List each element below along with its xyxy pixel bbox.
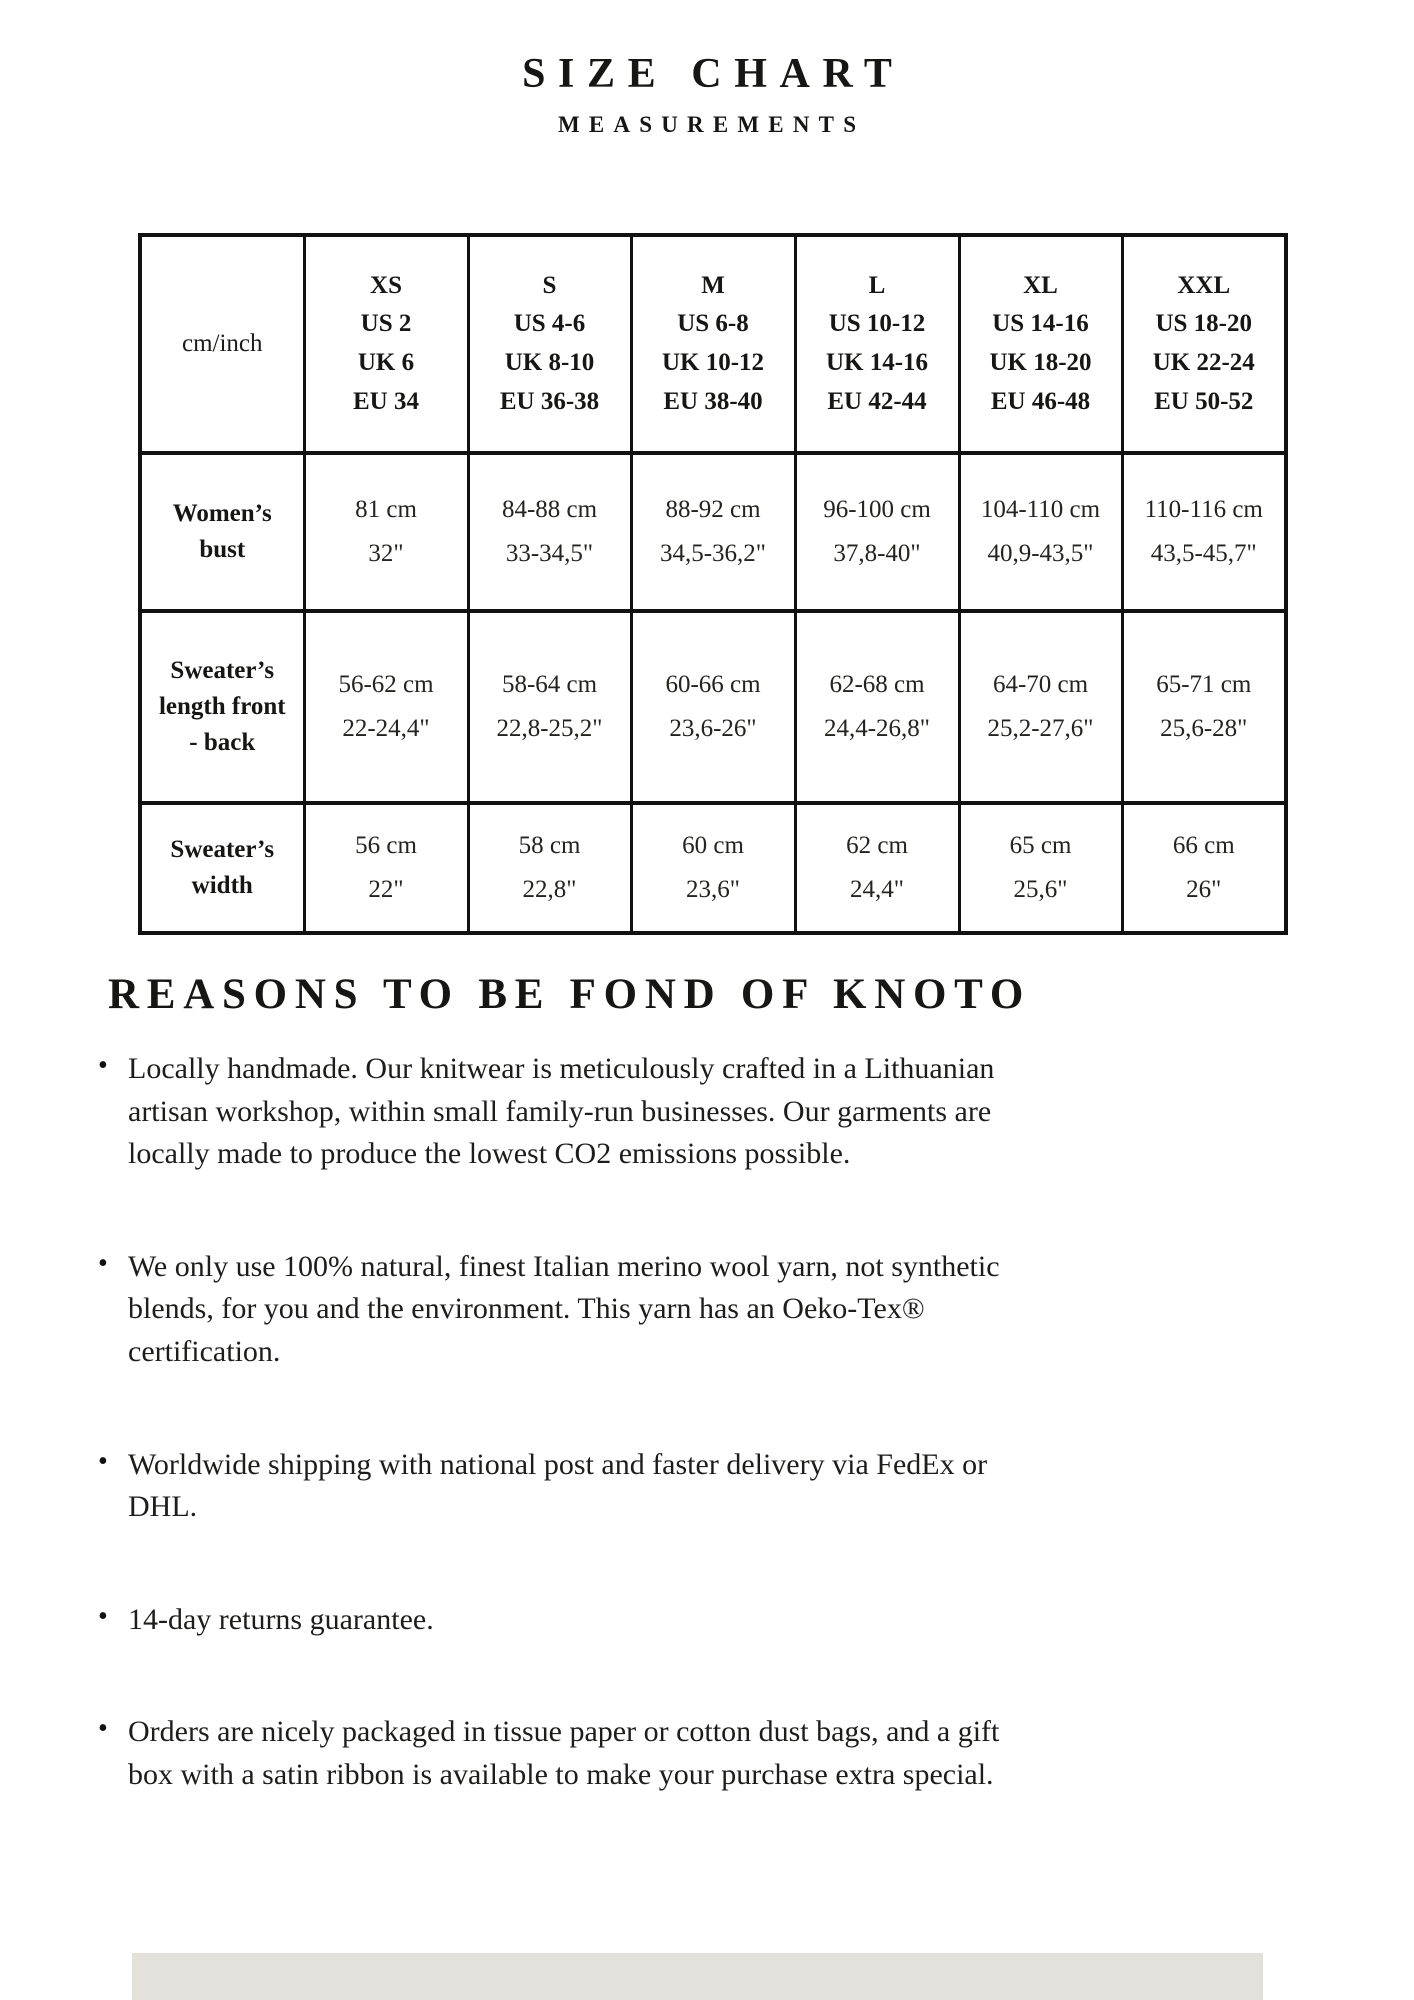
size-uk: UK 22-24 — [1152, 349, 1255, 376]
size-eu: EU 50-52 — [1154, 387, 1254, 415]
size-value-cell — [959, 611, 1122, 803]
value-cm: 58-64 cm — [501, 671, 598, 699]
size-value-cell — [1122, 803, 1286, 933]
size-us: US 4-6 — [513, 310, 586, 338]
bullet-icon: • — [98, 1050, 108, 1081]
size-value-cell — [304, 611, 468, 803]
size-name: XL — [1023, 271, 1058, 299]
reason-item — [96, 1444, 1020, 1529]
size-uk: UK 14-16 — [825, 349, 929, 376]
size-column-header-xxl — [1122, 235, 1286, 453]
bullet-icon: • — [98, 1247, 108, 1279]
size-eu: EU 42-44 — [827, 387, 927, 415]
size-column-header-xs — [304, 235, 468, 453]
size-value-cell — [468, 611, 631, 803]
size-eu: EU 36-38 — [499, 387, 600, 415]
table-row-sweater-width — [140, 803, 1286, 933]
size-value-cell — [959, 453, 1122, 611]
table-row-womens-bust — [140, 453, 1286, 611]
size-column-header-s — [468, 235, 631, 453]
size-column-header-xl — [959, 235, 1122, 453]
size-value-cell — [795, 803, 959, 933]
reason-text: Locally handmade. Our knitwear is meticulously crafted in a Lithuanian artisan workshop, within small family-run businesses. Our garments are locally made to produce the lowest CO2 emissions possible. — [128, 1052, 995, 1171]
value-inch: 26" — [1186, 876, 1222, 903]
value-cm: 66 cm — [1172, 832, 1235, 860]
bullet-icon: • — [98, 1445, 108, 1477]
size-chart-table — [138, 233, 1288, 935]
value-cm: 110-116 cm — [1144, 496, 1263, 524]
page-title: SIZE CHART — [522, 51, 905, 97]
value-cm: 62 cm — [846, 832, 908, 860]
value-inch: 22-24,4" — [342, 715, 430, 742]
reason-item — [96, 1246, 1020, 1374]
reason-text: Orders are nicely packaged in tissue paper or cotton dust bags, and a gift box with a satin ribbon is available to make your purchase extra special. — [128, 1715, 1000, 1791]
value-cm: 62-68 cm — [829, 671, 925, 699]
size-uk: UK 6 — [357, 349, 415, 376]
value-inch: 37,8-40" — [833, 540, 921, 567]
size-name: L — [868, 271, 886, 299]
size-us: US 2 — [360, 310, 412, 338]
value-inch: 32" — [368, 540, 404, 567]
size-value-cell — [795, 611, 959, 803]
bottom-strip — [132, 1953, 1263, 2000]
value-cm: 60-66 cm — [665, 671, 761, 699]
row-label: Women’s bust — [140, 453, 304, 611]
size-us: US 10-12 — [828, 310, 926, 338]
reason-item — [96, 1711, 1020, 1796]
bullet-icon: • — [98, 1600, 108, 1632]
reasons-list — [96, 1048, 1020, 1867]
size-value-cell — [1122, 611, 1286, 803]
size-value-cell — [631, 611, 795, 803]
value-cm: 81 cm — [355, 496, 417, 524]
size-uk: UK 8-10 — [504, 349, 595, 376]
bullet-icon: • — [98, 1713, 108, 1745]
value-cm: 104-110 cm — [980, 496, 1101, 524]
value-cm: 84-88 cm — [501, 496, 598, 524]
size-us: US 18-20 — [1155, 310, 1253, 338]
size-value-cell — [631, 453, 795, 611]
size-name: XS — [370, 271, 402, 299]
size-column-header-l — [795, 235, 959, 453]
size-value-cell — [468, 453, 631, 611]
reason-item — [96, 1048, 1020, 1176]
value-cm: 60 cm — [682, 832, 744, 860]
value-inch: 40,9-43,5" — [987, 540, 1094, 567]
size-us: US 14-16 — [992, 310, 1089, 338]
size-value-cell — [304, 803, 468, 933]
reason-text: We only use 100% natural, finest Italian merino wool yarn, not synthetic blends, for you and the environment. This yarn has an Oeko-Tex® certification. — [128, 1249, 1000, 1368]
page-subtitle: MEASUREMENTS — [557, 112, 866, 137]
value-inch: 24,4-26,8" — [823, 715, 931, 742]
row-label: Sweater’s width — [140, 803, 304, 933]
size-value-cell — [795, 453, 959, 611]
size-value-cell — [304, 453, 468, 611]
row-label: Sweater’s length front - back — [140, 611, 304, 803]
value-cm: 64-70 cm — [992, 671, 1089, 699]
value-cm: 88-92 cm — [665, 496, 761, 524]
table-corner-cell: cm/inch — [140, 235, 304, 453]
value-inch: 24,4" — [850, 876, 904, 903]
size-value-cell — [959, 803, 1122, 933]
value-inch: 22" — [368, 876, 404, 903]
value-inch: 23,6-26" — [669, 715, 757, 742]
value-inch: 33-34,5" — [505, 540, 594, 567]
value-cm: 56 cm — [355, 832, 417, 860]
size-eu: EU 34 — [353, 387, 419, 415]
value-inch: 34,5-36,2" — [659, 540, 767, 567]
size-us: US 6-8 — [677, 310, 749, 338]
size-eu: EU 38-40 — [663, 387, 763, 415]
value-inch: 22,8-25,2" — [496, 715, 603, 742]
size-value-cell — [1122, 453, 1286, 611]
size-eu: EU 46-48 — [990, 387, 1091, 415]
reason-item — [96, 1599, 1020, 1642]
size-name: XXL — [1177, 271, 1231, 299]
value-inch: 23,6" — [686, 876, 740, 903]
reason-text: Worldwide shipping with national post and faster delivery via FedEx or DHL. — [128, 1447, 988, 1524]
size-uk: UK 10-12 — [661, 349, 765, 376]
size-value-cell — [631, 803, 795, 933]
value-cm: 65-71 cm — [1156, 671, 1252, 699]
value-cm: 58 cm — [518, 832, 581, 860]
value-inch: 22,8" — [522, 876, 577, 903]
value-inch: 43,5-45,7" — [1150, 540, 1257, 567]
value-cm: 56-62 cm — [338, 671, 434, 699]
table-header-row — [140, 235, 1286, 453]
size-value-cell — [468, 803, 631, 933]
size-name: S — [542, 271, 557, 299]
reason-text: 14-day returns guarantee. — [128, 1602, 434, 1636]
size-uk: UK 18-20 — [989, 349, 1092, 376]
value-cm: 65 cm — [1009, 832, 1072, 860]
table-row-sweater-length — [140, 611, 1286, 803]
value-inch: 25,6" — [1013, 876, 1068, 903]
value-inch: 25,2-27,6" — [987, 715, 1094, 742]
value-cm: 96-100 cm — [823, 496, 931, 524]
reasons-heading: REASONS TO BE FOND OF KNOTO — [108, 971, 1032, 1018]
value-inch: 25,6-28" — [1160, 715, 1248, 742]
size-name: M — [701, 271, 725, 299]
size-column-header-m — [631, 235, 795, 453]
